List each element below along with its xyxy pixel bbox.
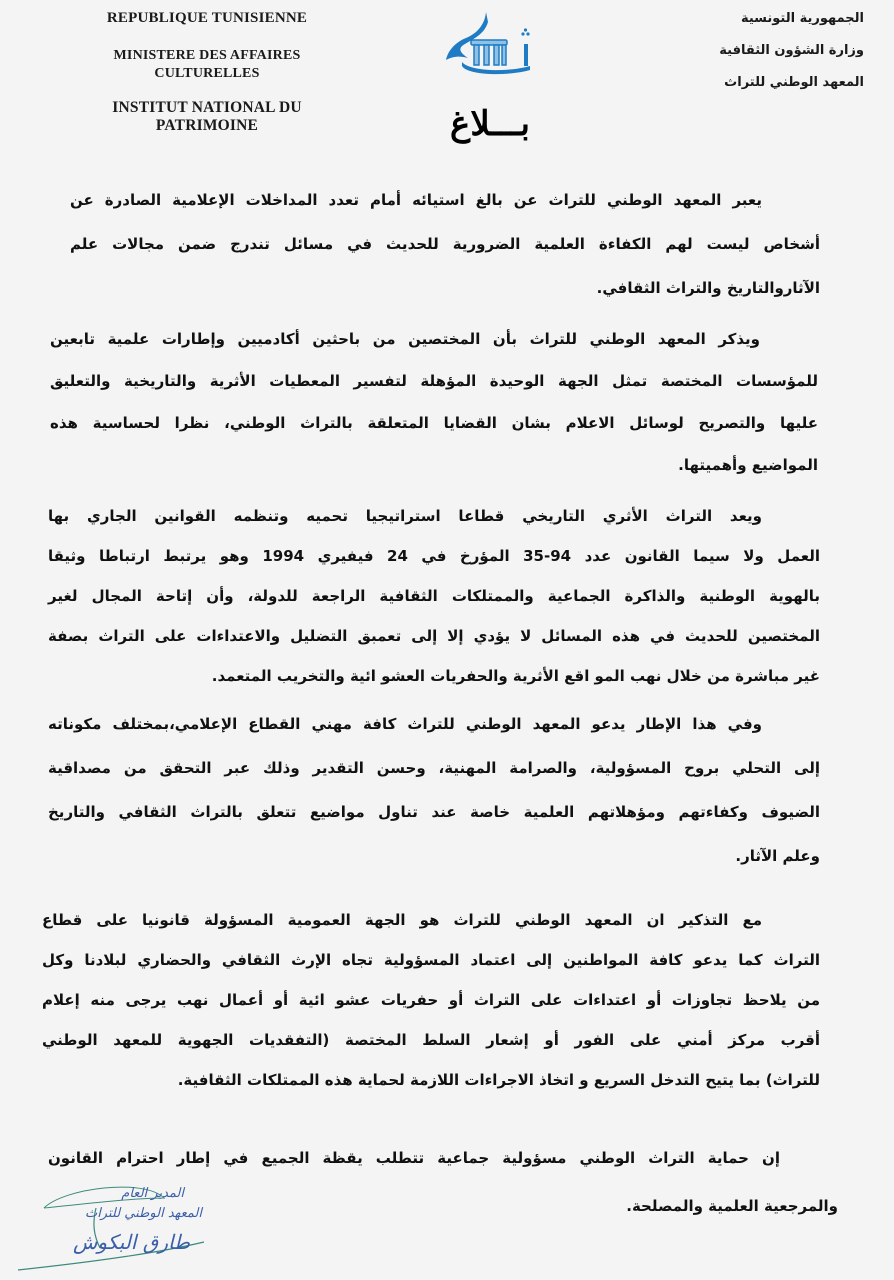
- paragraph-line: العمل ولا سيما القانون عدد 94-35 المؤرخ في 24 فيفيري 1994 وهو يرتبط ارتباطا وثيقا: [48, 547, 820, 565]
- paragraph-4: [48, 702, 820, 878]
- arabic-letterhead: [604, 8, 864, 104]
- paragraph-line: وعلم الآثار.: [735, 847, 820, 865]
- institute-logo: [440, 10, 540, 76]
- paragraph-line: عليها والتصريح لوسائل الاعلام بشان القضايا المتعلقة بالتراث الوطني، نظرا لحساسية هذه: [50, 414, 818, 432]
- logo-columns: [471, 40, 507, 65]
- paragraph-line: التراث كما يدعو كافة المواطنين إلى اعتماد المسؤولية تجاه الإرث الثقافي والحضاري لبلادنا وكل: [42, 951, 820, 969]
- signature-title: المدير العام: [121, 1186, 184, 1201]
- paragraph-line: ويذكر المعهد الوطني للتراث بأن المختصين من باحثين أكادميين وإطارات علمية تابعين: [50, 330, 760, 348]
- ministry-name-fr-line1: MINISTERE DES AFFAIRES: [113, 48, 301, 63]
- ministry-name-fr: [62, 47, 352, 83]
- institute-name-ar: المعهد الوطني للتراث: [724, 75, 864, 90]
- paragraph-line: أشخاص ليست لهم الكفاءة العلمية الضرورية للحديث في مسائل تندرج ضمن مجالات علم: [70, 235, 820, 253]
- paragraph-line: والمرجعية العلمية والمصلحة.: [626, 1197, 838, 1215]
- paragraph-line: غير مباشرة من خلال نهب المو اقع الأثرية والحفريات العشو ائية والتخريب المتعمد.: [211, 667, 820, 685]
- paragraph-line: الضيوف وكفاءتهم ومؤهلاتهم العلمية خاصة عند تناول مواضيع تتعلق بالتراث الثقافي والتاريخ: [48, 803, 820, 821]
- paragraph-3: [48, 496, 820, 696]
- paragraph-line: الآثاروالتاريخ والتراث الثقافي.: [596, 279, 820, 297]
- paragraph-line: للمؤسسات المختصة تمثل الجهة الوحيدة المؤهلة لتفسير المعطيات الأثرية والتاريخية والتعليق: [50, 372, 818, 390]
- paragraph-2: [50, 318, 818, 486]
- paragraph-line: مع التذكير ان المعهد الوطني للتراث هو الجهة العمومية المسؤولة قانونيا على قطاع: [42, 911, 762, 929]
- ministry-name-ar: وزارة الشؤون الثقافية: [719, 43, 864, 58]
- french-letterhead: [62, 8, 352, 135]
- logo-letter: [524, 44, 528, 66]
- paragraph-line: للتراث) بما يتيح التدخل السريع و اتخاذ الاجراءات اللازمة لحماية هذه الممتلكات الثقافية.: [177, 1071, 820, 1089]
- signature-block: [4, 1178, 214, 1278]
- document-title: بـــلاغ: [450, 104, 530, 144]
- paragraph-line: أقرب مركز أمني على الفور أو إشعار السلط المختصة (التفقديات الجهوية للمعهد الوطني: [42, 1031, 820, 1049]
- republic-name-ar: الجمهورية التونسية: [740, 11, 864, 26]
- paragraph-line: يعبر المعهد الوطني للتراث عن بالغ استيائه أمام تعدد المداخلات الإعلامية الصادرة عن: [70, 191, 762, 209]
- paragraph-line: بالهوية الوطنية والذاكرة الجماعية والممتلكات الثقافية الراجعة للدولة، وأن إتاحة المجال لغير: [48, 587, 820, 605]
- paragraph-line: إلى التحلي بروح المسؤولية، والصرامة المهنية، وحسن التقدير وذلك عبر التحقق من مصداقية: [48, 759, 820, 777]
- paragraph-line: إن حماية التراث الوطني مسؤولية جماعية تتطلب يقظة الجميع في إطار احترام القانون: [48, 1149, 780, 1167]
- institute-name-fr-line1: INSTITUT NATIONAL DU: [112, 99, 302, 116]
- republic-name-fr: REPUBLIQUE TUNISIENNE: [106, 10, 308, 26]
- ministry-name-fr-line2: CULTURELLES: [154, 66, 260, 81]
- institute-name-fr: [62, 99, 352, 135]
- institute-name-fr-line2: PATRIMOINE: [155, 117, 259, 134]
- paragraph-5: [42, 900, 820, 1100]
- signature-name: طارق البكوش: [72, 1230, 190, 1254]
- paragraph-line: من يلاحظ تجاوزات أو اعتداءات على التراث أو حفريات عشو ائية أو أعمال نهب يرجى منه إعلام: [42, 991, 820, 1009]
- signature-institute: المعهد الوطني للتراث: [84, 1206, 202, 1221]
- logo-swoosh: [446, 12, 488, 60]
- paragraph-line: المختصين للحديث في هذه المسائل لا يؤدي إلا إلى تعمبق التضليل والاعتداءات على التراث بصفة: [48, 627, 820, 645]
- paragraph-line: ويعد التراث الأثري التاريخي قطاعا استراتيجيا تحميه وتنظمه القوانين الجاري بها: [48, 507, 762, 525]
- paragraph-line: وفي هذا الإطار يدعو المعهد الوطني للتراث كافة مهني القطاع الإعلامي،بمختلف مكوناته: [48, 715, 762, 733]
- paragraph-1: [70, 178, 820, 310]
- paragraph-line: المواضيع وأهميتها.: [678, 456, 818, 474]
